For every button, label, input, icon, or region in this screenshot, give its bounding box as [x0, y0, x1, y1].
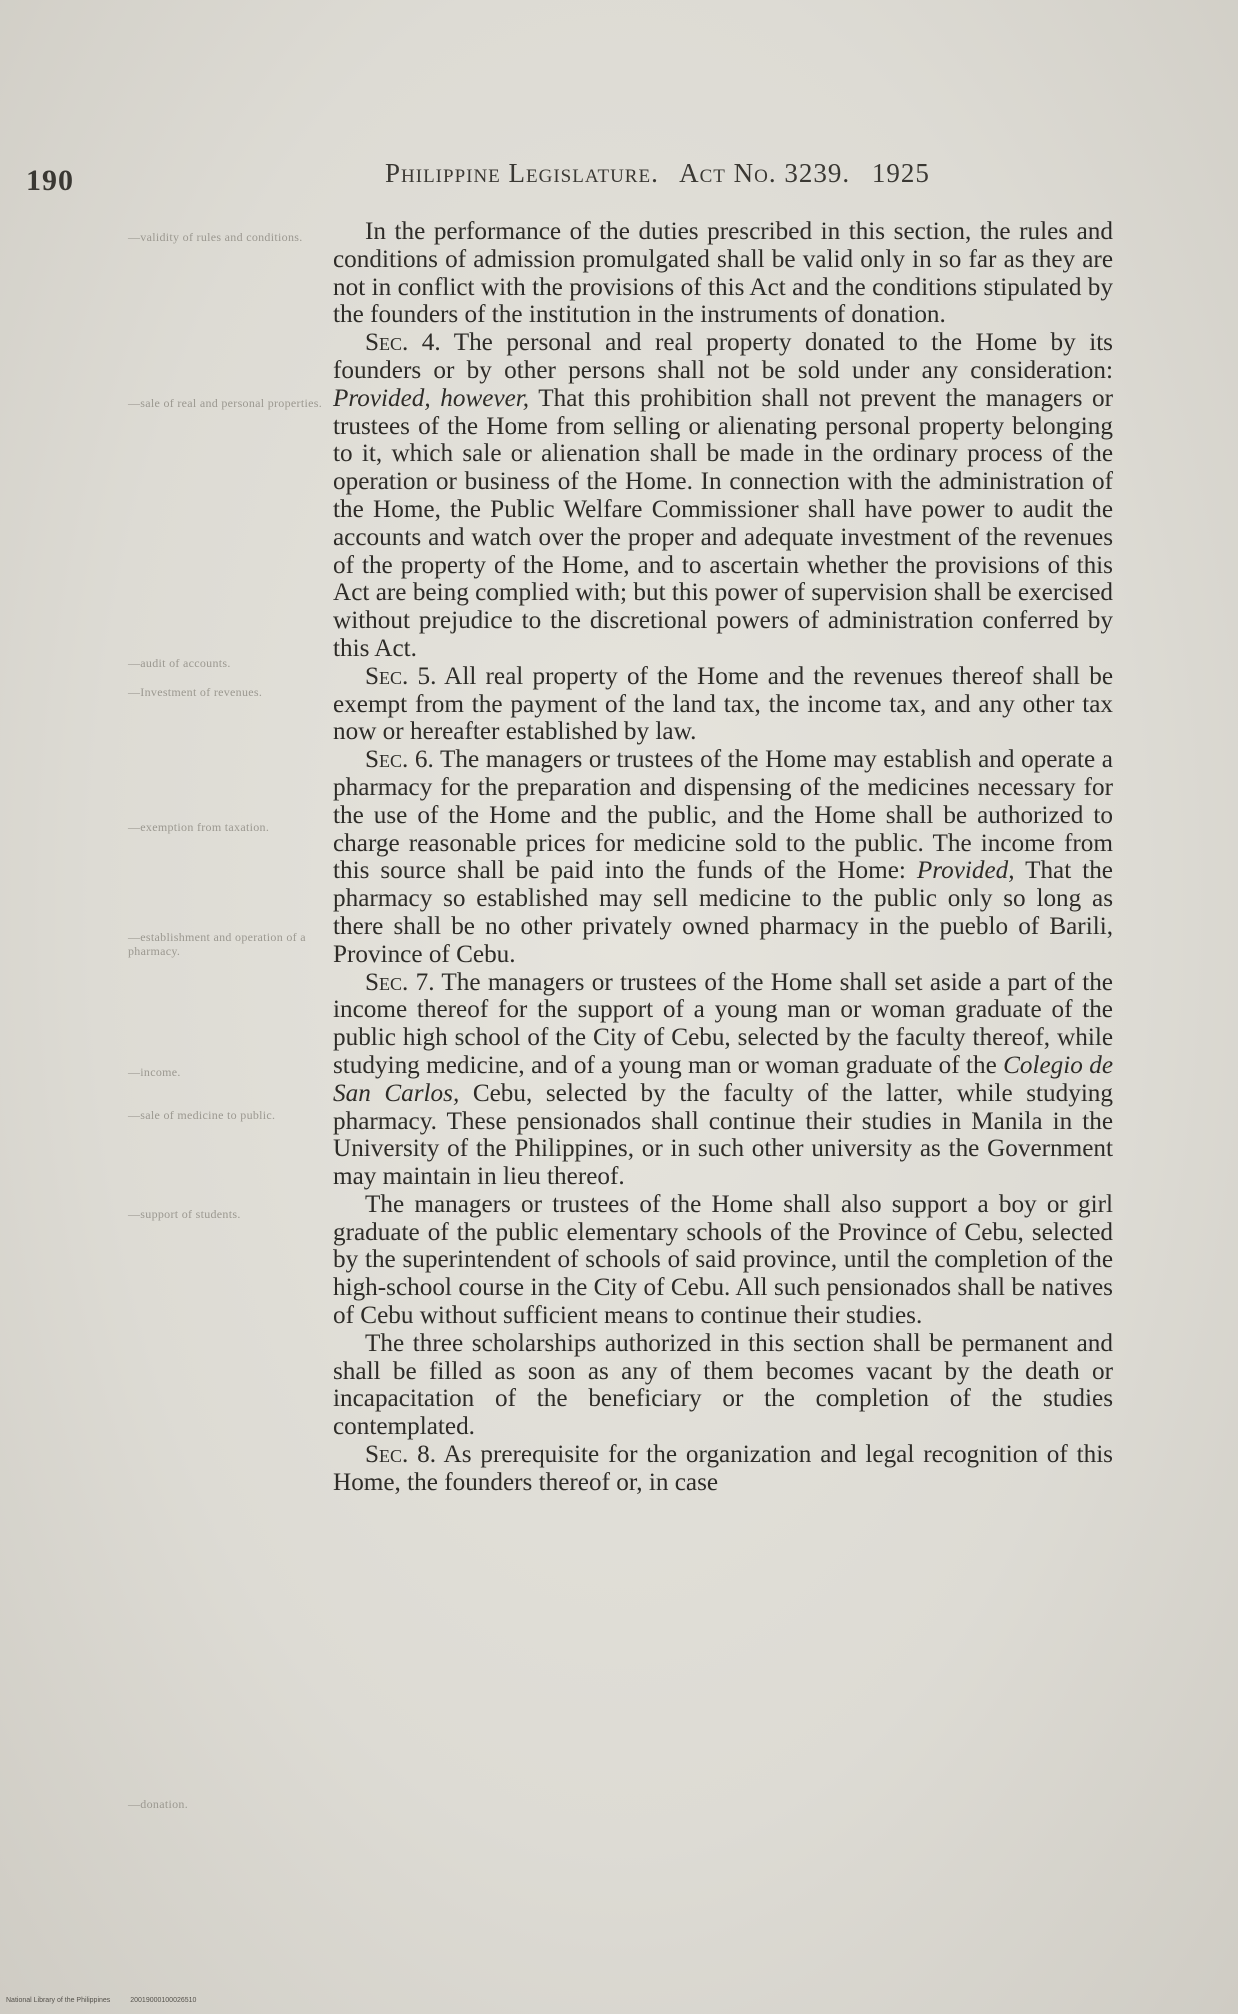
- paragraph-section-6: [333, 746, 1113, 968]
- margin-note-exemption: —exemption from taxation.: [128, 820, 270, 834]
- margin-note-donation: —donation.: [128, 1797, 188, 1811]
- paragraph-section-8: [333, 1441, 1113, 1497]
- running-head-year: 1925: [871, 158, 930, 188]
- margin-note-sale-of-property: —sale of real and personal properties.: [128, 396, 322, 410]
- paragraph-section-4: [333, 329, 1113, 663]
- paragraph-text: The managers or trustees of the Home may establish and operate a pharmacy for the preparation and dispensing of the medicines necessary for the use of the Home and the public, and the Home shall be authorized to charge reasonable prices for medicine sold to the public. The income from this source shall be paid into the funds of the Home:: [333, 746, 1113, 885]
- italic-text: Provided, however,: [333, 384, 530, 412]
- paragraph-scholarships: The three scholarships authorized in this section shall be permanent and shall be filled as soon as any of them becomes vacant by the death or incapacitation of the beneficiary or the completion of the studies contemplated.: [333, 1329, 1113, 1441]
- paragraph-text: The managers or trustees of the Home shall set aside a part of the income thereof for the support of a young man or woman graduate of the public high school of the City of Cebu, selected by the faculty thereof, while studying medicine, and of a young man or woman graduate of the: [333, 968, 1113, 1079]
- paragraph-text: Cebu, selected by the faculty of the latter, while studying pharmacy. These pensionados shall continue their studies in Manila in the University of the Philippines, or in such other university as the Government may maintain in lieu thereof.: [333, 1079, 1113, 1191]
- running-head: [385, 158, 1050, 189]
- footer-id: 20019000100026510: [130, 1997, 197, 2004]
- italic-text: Provided,: [916, 857, 1015, 885]
- body-text: [333, 218, 1113, 1497]
- page-number: 190: [26, 164, 74, 197]
- paragraph-text: That this prohibition shall not prevent the managers or trustees of the Home from selling or alienating personal property belonging to it, which sale or alienation shall be made in the ordinary process of the operation or business of the Home. In connection with the administration of the Home, the Public Welfare Commissioner shall have power to audit the accounts and watch over the proper and adequate investment of the revenues of the property of the Home, and to ascertain whether the provisions of this Act are being complied with; but this power of supervision shall be exercised without prejudice to the discretional powers of administration conferred by this Act.: [333, 384, 1113, 662]
- margin-note-investment: —Investment of revenues.: [128, 685, 263, 699]
- scan-footer: [6, 1997, 214, 2004]
- margin-note-income: —income.: [128, 1065, 181, 1079]
- paragraph-text: The personal and real property donated to the Home by its founders or by other persons shall not be sold under any consideration:: [333, 329, 1113, 384]
- running-head-title: Philippine Legislature.: [385, 158, 659, 188]
- paragraph-validity: In the performance of the duties prescribed in this section, the rules and conditions of admission promulgated shall be valid only in so far as they are not in conflict with the provisions of this Act and the conditions stipulated by the founders of the institution in the instruments of donation.: [333, 218, 1113, 329]
- margin-note-support-of-students: —support of students.: [128, 1207, 241, 1221]
- margin-note-validity: —validity of rules and conditions.: [128, 230, 303, 244]
- section-label: Sec. 4.: [365, 329, 441, 357]
- section-label: Sec. 7.: [365, 968, 435, 996]
- margin-note-pharmacy: —establishment and operation of a pharmacy.: [128, 930, 306, 958]
- paragraph-text: All real property of the Home and the revenues thereof shall be exempt from the payment of the land tax, the income tax, and any other tax now or hereafter established by law.: [333, 662, 1113, 746]
- section-label: Sec. 8.: [365, 1441, 437, 1469]
- section-label: Sec. 5.: [365, 662, 437, 690]
- footer-source: National Library of the Philippines: [6, 1997, 111, 2004]
- paragraph-section-7: [333, 969, 1113, 1191]
- paragraph-section-5: [333, 663, 1113, 746]
- italic-text: Colegio de San Carlos,: [333, 1051, 1113, 1107]
- paragraph-text: As prerequisite for the organization and legal recognition of this Home, the founders thereof or, in case: [333, 1441, 1113, 1496]
- running-head-act: Act No. 3239.: [679, 158, 851, 188]
- section-label: Sec. 6.: [365, 746, 434, 774]
- paragraph-text: That the pharmacy so established may sell medicine to the public only so long as there shall be no other privately owned pharmacy in the pueblo of Barili, Province of Cebu.: [333, 857, 1113, 968]
- margin-note-sale-of-medicine: —sale of medicine to public.: [128, 1108, 276, 1122]
- margin-note-audit: —audit of accounts.: [128, 656, 231, 670]
- paragraph-elementary-support: The managers or trustees of the Home shall also support a boy or girl graduate of the public elementary schools of the Province of Cebu, selected by the superintendent of schools of said province, until the completion of the high-school course in the City of Cebu. All such pensionados shall be natives of Cebu without sufficient means to continue their studies.: [333, 1190, 1113, 1330]
